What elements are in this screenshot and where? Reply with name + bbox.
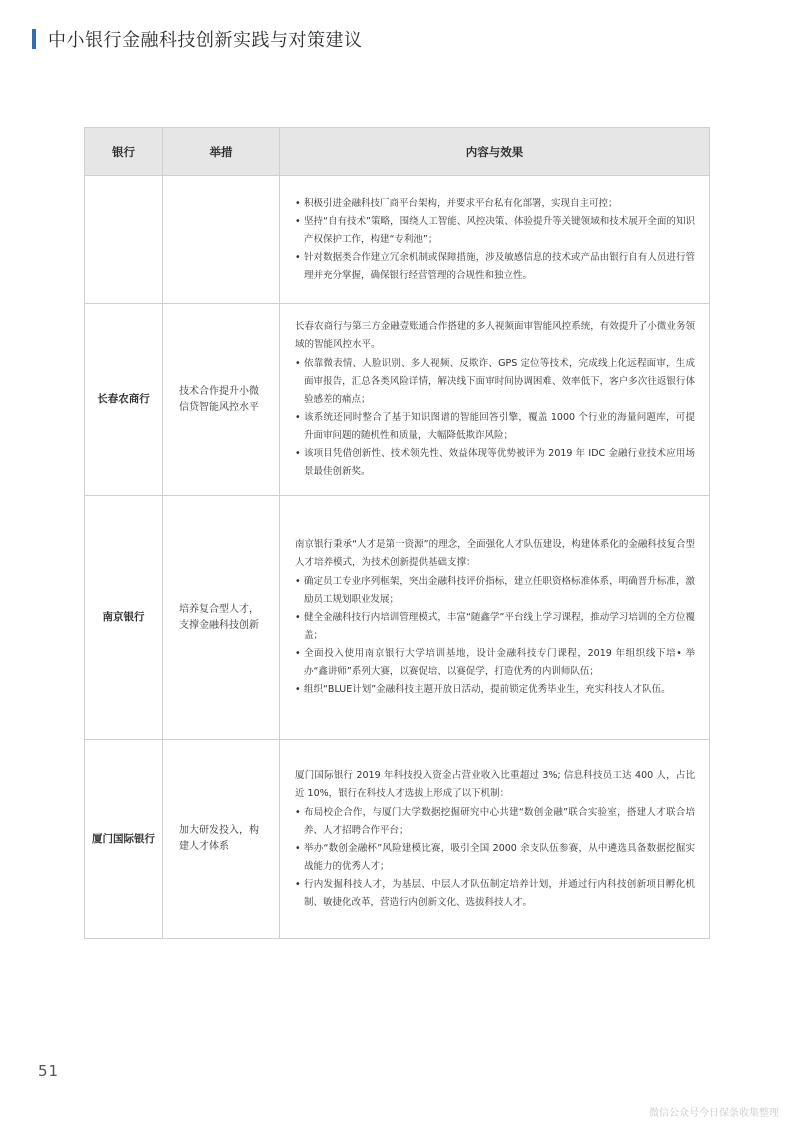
- bullet-item: • 该系统还同时整合了基于知识图谱的智能回答引擎，覆盖 1000 个行业的海量问题库，可提升面审问题的随机性和质量，大幅降低欺诈风险；: [295, 409, 695, 445]
- page-title: 中小银行金融科技创新实践与对策建议: [48, 30, 363, 51]
- measure-cell: 技术合作提升小微信贷智能风控水平: [163, 304, 280, 496]
- bullet-item: • 行内发掘科技人才，为基层、中层人才队伍制定培养计划，并通过行内科技创新项目孵化机制、敏捷化改革，营造行内创新文化、选拔科技人才。: [295, 876, 695, 912]
- bullet-icon: •: [295, 412, 301, 423]
- table-row: [85, 176, 710, 304]
- bullet-item: • 积极引进金融科技厂商平台架构，并要求平台私有化部署，实现自主可控；: [295, 195, 695, 213]
- bullet-icon: •: [295, 878, 301, 890]
- bullet-item: • 针对数据类合作建立冗余机制或保障措施，涉及敏感信息的技术或产品由银行自有人员进行管理并充分掌握，确保银行经营管理的合规性和独立性。: [295, 249, 695, 285]
- watermark-text: 微信公众号今日保条收集整理: [649, 1108, 779, 1119]
- measure-cell: [163, 176, 280, 304]
- bank-cell: [85, 176, 163, 304]
- bullet-item: • 举办“数创金融杯”风险建模比赛，吸引全国 2000 余支队伍参赛，从中遴选具备数据挖掘实战能力的优秀人才；: [295, 840, 695, 876]
- bullet-icon: •: [295, 612, 301, 623]
- table-header-row: [85, 128, 710, 176]
- bullet-icon: •: [295, 358, 301, 369]
- bullet-item: • 坚持“自有技术”策略，围绕人工智能、风控决策、体验提升等关键领域和技术展开全面的知识产权保护工作，构建“专利池”；: [295, 213, 695, 249]
- page-header: [32, 28, 363, 50]
- column-header-content: 内容与效果: [280, 128, 710, 176]
- content-bullet-list: [295, 355, 695, 481]
- bullet-icon: •: [295, 842, 301, 854]
- header-accent-bar: [32, 29, 36, 49]
- bullet-icon: •: [295, 197, 301, 209]
- measure-cell: 培养复合型人才，支撑金融科技创新: [163, 496, 280, 740]
- bank-cell: 南京银行: [85, 496, 163, 740]
- bullet-item: • 全面投入使用南京银行大学培训基地，设计金融科技专门课程，2019 年组织线下培• 举办“鑫讲师”系列大赛，以赛促培、以赛促学，打造优秀的内训师队伍；: [295, 645, 695, 681]
- bank-measures-table: [84, 127, 710, 939]
- page-number: 51: [38, 1062, 60, 1080]
- bank-cell: 厦门国际银行: [85, 740, 163, 939]
- bullet-icon: •: [295, 448, 301, 459]
- column-header-measure: 举措: [163, 128, 280, 176]
- content-bullet-list: [295, 573, 695, 699]
- bullet-icon: •: [295, 806, 301, 818]
- table-row: [85, 496, 710, 740]
- bullet-item: • 确定员工专业序列框架，突出金融科技评价指标，建立任职资格标准体系，明确晋升标准，激励员工规划职业发展；: [295, 573, 695, 609]
- column-header-bank: 银行: [85, 128, 163, 176]
- bullet-icon: •: [295, 684, 301, 695]
- bullet-item: • 组织“BLUE计划”金融科技主题开放日活动，提前锁定优秀毕业生，充实科技人才队伍。: [295, 681, 695, 699]
- bank-cell: 长春农商行: [85, 304, 163, 496]
- table-row: [85, 304, 710, 496]
- bullet-item: • 依靠微表情、人脸识别、多人视频、反欺诈、GPS 定位等技术，完成线上化远程面审，生成面审报告，汇总各类风险详情，解决线下面审时间协调困难、效率低下，客户多次往返银行体验感差的痛点；: [295, 355, 695, 409]
- bullet-icon: •: [295, 576, 301, 587]
- content-cell: [280, 740, 710, 939]
- content-intro: 厦门国际银行 2019 年科技投入资金占营业收入比重超过 3%; 信息科技员工达 400 人，占比近 10%，银行在科技人才选拔上形成了以下机制：: [295, 769, 695, 799]
- content-intro: 长春农商行与第三方金融壹账通合作搭建的多人视频面审智能风控系统，有效提升了小微业务领域的智能风控水平。: [295, 321, 695, 350]
- content-cell: [280, 304, 710, 496]
- content-bullet-list: [295, 804, 695, 912]
- content-intro: 南京银行秉承“人才是第一资源”的理念，全面强化人才队伍建设，构建体系化的金融科技复合型人才培养模式，为技术创新提供基础支撑：: [295, 539, 695, 568]
- bullet-item: • 健全金融科技行内培训管理模式，丰富“随鑫学”平台线上学习课程，推动学习培训的全方位覆盖；: [295, 609, 695, 645]
- content-bullet-list: [295, 195, 695, 285]
- measure-cell: 加大研发投入，构建人才体系: [163, 740, 280, 939]
- bullet-icon: •: [295, 648, 301, 659]
- table-row: [85, 740, 710, 939]
- bullet-icon: •: [295, 215, 301, 227]
- bullet-item: • 该项目凭借创新性、技术领先性、效益体现等优势被评为 2019 年 IDC 金融行业技术应用场景最佳创新奖。: [295, 445, 695, 481]
- bullet-icon: •: [295, 251, 301, 263]
- bullet-item: • 布局校企合作，与厦门大学数据挖掘研究中心共建“数创金融”联合实验室，搭建人才联合培养、人才招聘合作平台；: [295, 804, 695, 840]
- content-cell: [280, 496, 710, 740]
- content-cell: [280, 176, 710, 304]
